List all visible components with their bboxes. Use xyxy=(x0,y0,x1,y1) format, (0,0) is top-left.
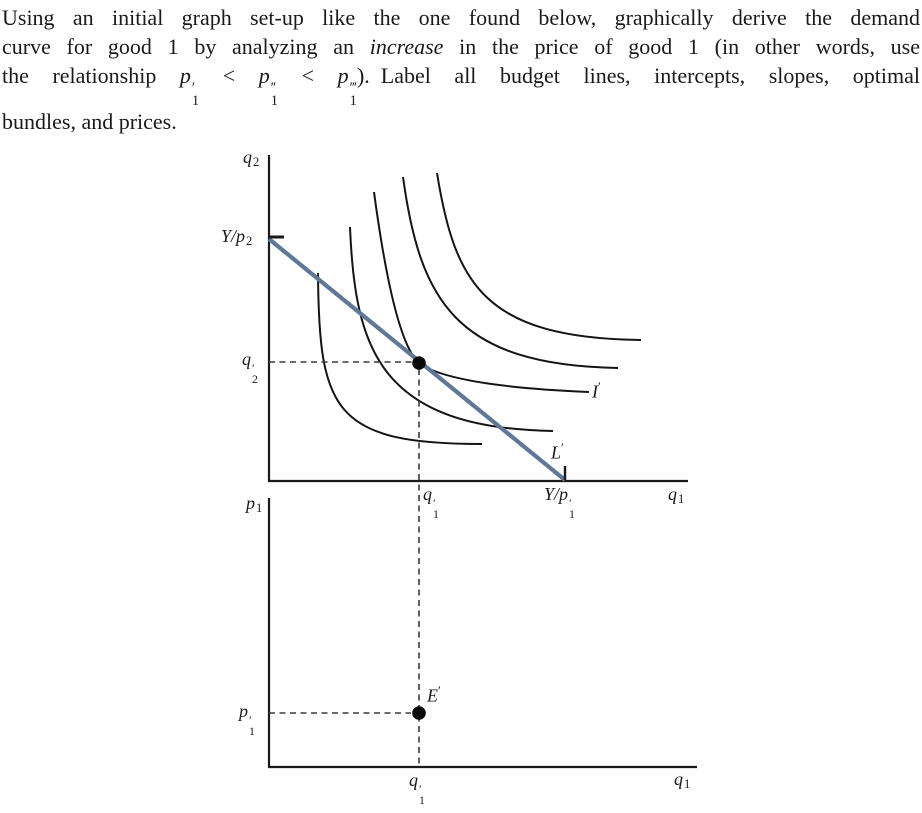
label-top-x-axis-q1: q1 xyxy=(668,484,685,507)
label-optimal-q1-top: q ′ 1 xyxy=(423,484,439,521)
problem-text: the relationship xyxy=(2,63,180,88)
label-point-E: E′ xyxy=(427,683,440,706)
optimal-bundle-point xyxy=(412,356,426,370)
less-than-sign: < xyxy=(301,63,315,88)
label-budget-line-L: L′ xyxy=(551,440,563,463)
math-p-tripleprime-1: p ′′′ 1 xyxy=(337,63,357,109)
problem-text: ). Label all budget lines, intercepts, slopes, optimal xyxy=(356,63,921,88)
problem-text: in the price of good 1 (in other words, use xyxy=(443,34,920,59)
label-bottom-y-axis-p1: p1 xyxy=(246,493,263,516)
problem-text: bundles, and prices. xyxy=(2,109,177,135)
math-p-prime-1: p ′ 1 xyxy=(179,63,200,109)
label-top-y-axis-q2: q2 xyxy=(243,147,260,170)
indifference-curve-4 xyxy=(403,177,618,368)
math-p-doubleprime-1: p ′′ 1 xyxy=(258,63,279,109)
problem-text: Using an initial graph set-up like the one found below, graphically derive the demand xyxy=(2,5,920,30)
label-bottom-x-axis-q1: q1 xyxy=(674,769,691,792)
problem-text-italic: increase xyxy=(369,34,444,59)
label-optimal-q2: q ′ 2 xyxy=(242,349,258,386)
indifference-curve-5 xyxy=(437,173,641,340)
label-optimal-q1-bottom: q ′ 1 xyxy=(409,770,425,807)
problem-text: curve for good 1 by analyzing an xyxy=(2,34,370,59)
label-indifference-I: I′ xyxy=(592,379,600,402)
label-optimal-p1: p ′ 1 xyxy=(239,701,255,738)
label-y-intercept-Yp2: Y/p2 xyxy=(221,226,253,249)
label-x-intercept-Yp1: Y/p ′ 1 xyxy=(544,484,575,521)
demand-point-E xyxy=(412,706,426,720)
less-than-sign: < xyxy=(222,63,236,88)
